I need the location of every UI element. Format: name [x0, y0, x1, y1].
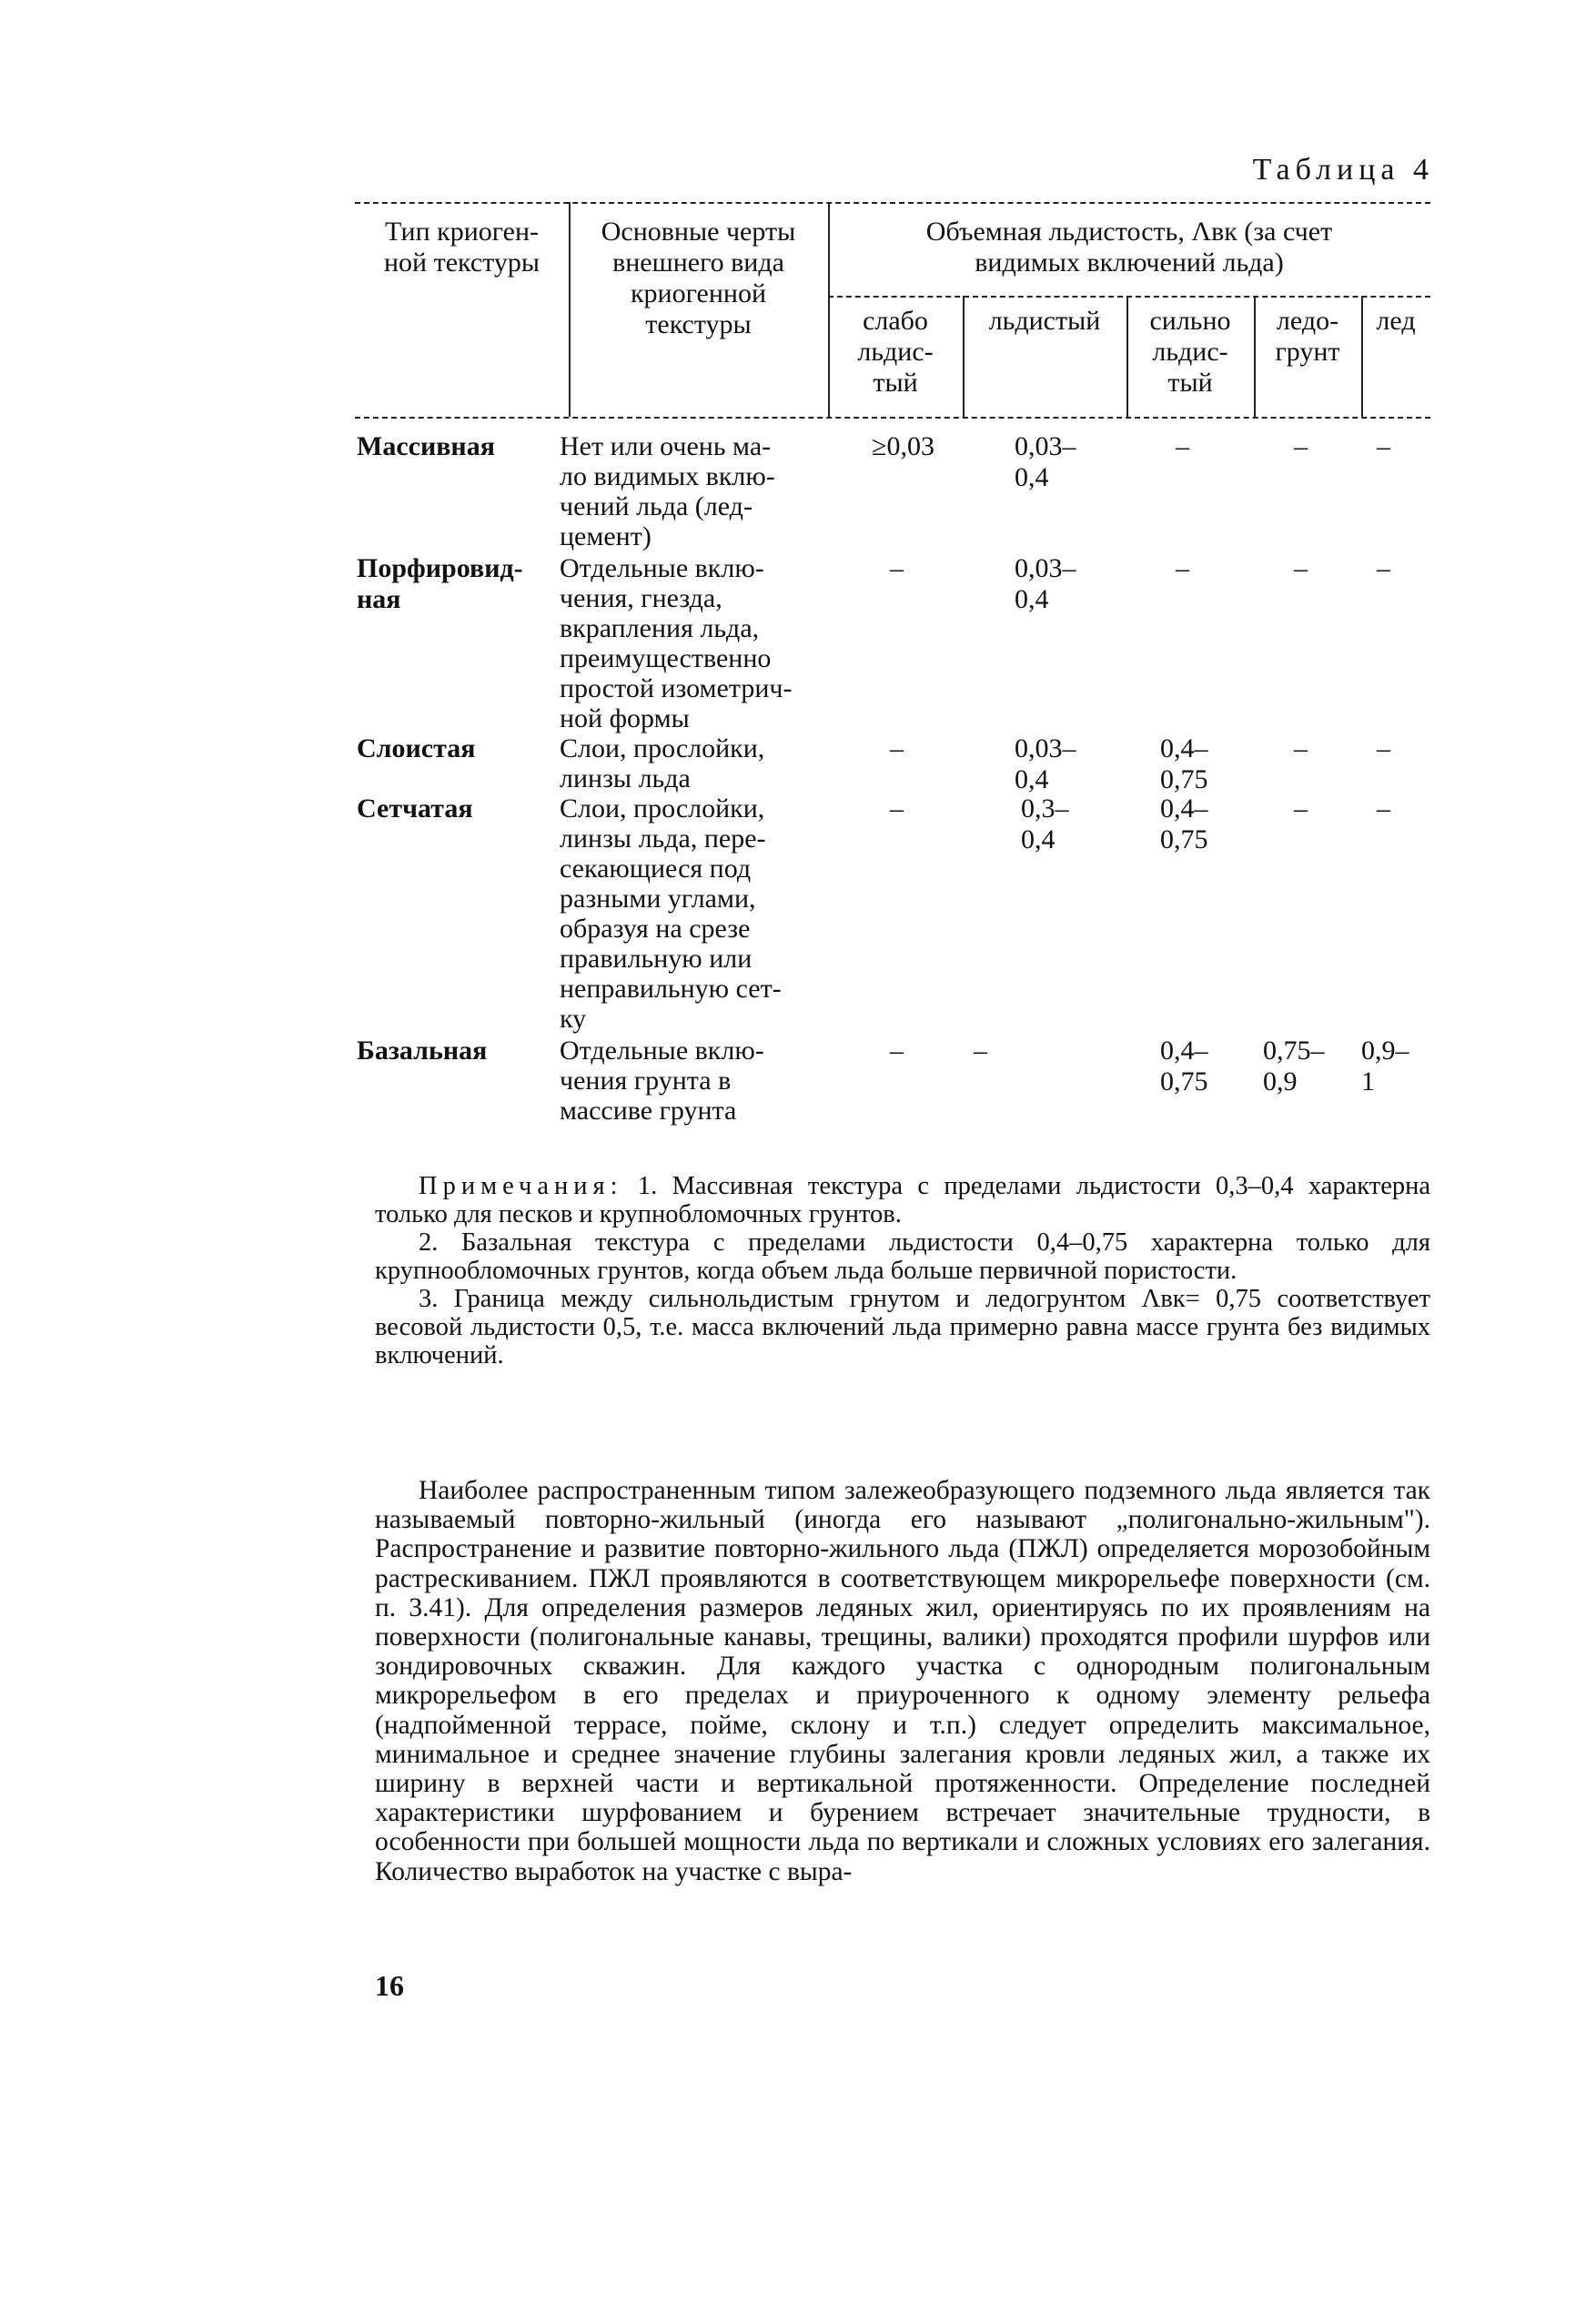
row-value-ice-ground: –	[1294, 553, 1308, 583]
row-type: Слоистая	[357, 733, 476, 763]
row-value-strongly-icy: –	[1176, 431, 1189, 461]
row-type: Массивная	[357, 431, 495, 461]
row-value-ice-ground: 0,75– 0,9	[1263, 1036, 1325, 1096]
table-notes	[375, 1172, 1430, 1369]
row-value-weakly-icy: –	[890, 793, 904, 824]
page-number: 16	[375, 1969, 404, 2002]
row-value-ice: –	[1377, 553, 1390, 583]
row-description: Отдельные вклю- чения, гнезда, вкрапления льда, преимущественно простой изометрич- ной формы	[560, 553, 793, 733]
row-type: Базальная	[357, 1036, 488, 1066]
row-value-strongly-icy: –	[1176, 553, 1189, 583]
row-type: Сетчатая	[357, 793, 473, 824]
row-description: Отдельные вклю- чения грунта в массиве грунта	[560, 1036, 764, 1126]
row-value-ice-ground: –	[1294, 733, 1308, 763]
row-value-strongly-icy: 0,4– 0,75	[1160, 1036, 1208, 1096]
row-value-ice: –	[1377, 431, 1390, 461]
row-value-icy: 0,03– 0,4	[1015, 733, 1076, 794]
note-1	[375, 1172, 1430, 1228]
header-texture-type: Тип криоген- ной текстуры	[383, 217, 540, 278]
row-value-weakly-icy: –	[890, 733, 904, 763]
row-value-strongly-icy: 0,4– 0,75	[1160, 793, 1208, 854]
note-3: 3. Граница между сильнольдистым грнутом и ледогрунтом Λвк= 0,75 соответствует весовой льдистости 0,5, т.е. масса включений льда примерно равна массе грунта без видимых включений.	[375, 1285, 1430, 1369]
row-value-ice: 0,9– 1	[1361, 1036, 1409, 1096]
row-description: Нет или очень ма- ло видимых вклю- чений льда (лед- цемент)	[560, 431, 775, 551]
table-top-rule	[355, 202, 1430, 204]
row-value-ice: –	[1377, 733, 1390, 763]
table-title: Таблица 4	[1252, 153, 1434, 187]
row-value-icy: –	[974, 1036, 987, 1066]
row-value-weakly-icy: ≥0,03	[872, 431, 934, 461]
header-volumetric-iciness: Объемная льдистость, Λвк (за счет видимых включений льда)	[925, 217, 1333, 278]
body-paragraph: Наиболее распространенным типом залежеобразующего подземного льда является так называемый повторно-жильный (иногда его называют „полигонально-жильным"). Распространение и развитие повторно-жильного льда (ПЖЛ) определяется морозобойным растрескиванием. ПЖЛ проявляются в соответствующем микрорельефе поверхности (см. п. 3.41). Для определения размеров ледяных жил, ориентируясь по их проявлениям на поверхности (полигональные канавы, трещины, валики) проходятся профили шурфов или зондировочных скважин. Для каждого участка с однородным полигональным микрорельефом в его пределах и приуроченного к одному элементу рельефа (надпойменной террасе, пойме, склону и т.п.) следует определить максимальное, минимальное и среднее значение глубины залегания кровли ледяных жил, а также их ширину в верхней части и вертикальной протяженности. Определение последней характеристики шурфованием и бурением встречает значительные трудности, в особенности при большей мощности льда по вертикали и сложных условиях его залегания. Количество выработок на участке с выра-	[375, 1476, 1430, 1886]
row-description: Слои, прослойки, линзы льда	[560, 733, 765, 793]
row-value-weakly-icy: –	[890, 1036, 904, 1066]
note-1-text: 1. Массивная текстура с пределами льдистости 0,3–0,4 характерна только для песков и крупнобломочных грунтов.	[375, 1172, 1431, 1228]
notes-label: Примечания:	[419, 1172, 623, 1200]
row-description: Слои, прослойки, линзы льда, пере- секающиеся под разными углами, образуя на срезе правильную или неправильную сет- ку	[560, 793, 782, 1034]
row-value-weakly-icy: –	[890, 553, 904, 583]
body-paragraph-block	[375, 1476, 1430, 1886]
row-value-strongly-icy: 0,4– 0,75	[1160, 733, 1208, 794]
table-header-bottom-rule	[355, 417, 1430, 419]
row-type: Порфировид- ная	[357, 553, 523, 614]
subheader-ice: лед	[1376, 306, 1416, 336]
row-value-icy: 0,03– 0,4	[1015, 553, 1076, 614]
table-subheader-rule	[828, 296, 1430, 298]
header-main-features: Основные черты внешнего вида криогенной текстуры	[601, 217, 796, 339]
row-value-ice-ground: –	[1294, 793, 1308, 824]
row-value-ice-ground: –	[1294, 431, 1308, 461]
row-value-ice: –	[1377, 793, 1390, 824]
row-value-icy: 0,03– 0,4	[1015, 431, 1076, 492]
note-2: 2. Базальная текстура с пределами льдистости 0,4–0,75 характерна только для крупнообломочных грунтов, когда объем льда больше первичной пористости.	[375, 1228, 1430, 1285]
subheader-weakly-icy: слабо льдис- тый	[857, 306, 934, 398]
row-value-icy: 0,3– 0,4	[1021, 793, 1069, 854]
subheader-strongly-icy: сильно льдис- тый	[1149, 306, 1231, 398]
subheader-icy: льдистый	[988, 306, 1101, 336]
subheader-ice-ground: ледо- грунт	[1275, 306, 1340, 367]
